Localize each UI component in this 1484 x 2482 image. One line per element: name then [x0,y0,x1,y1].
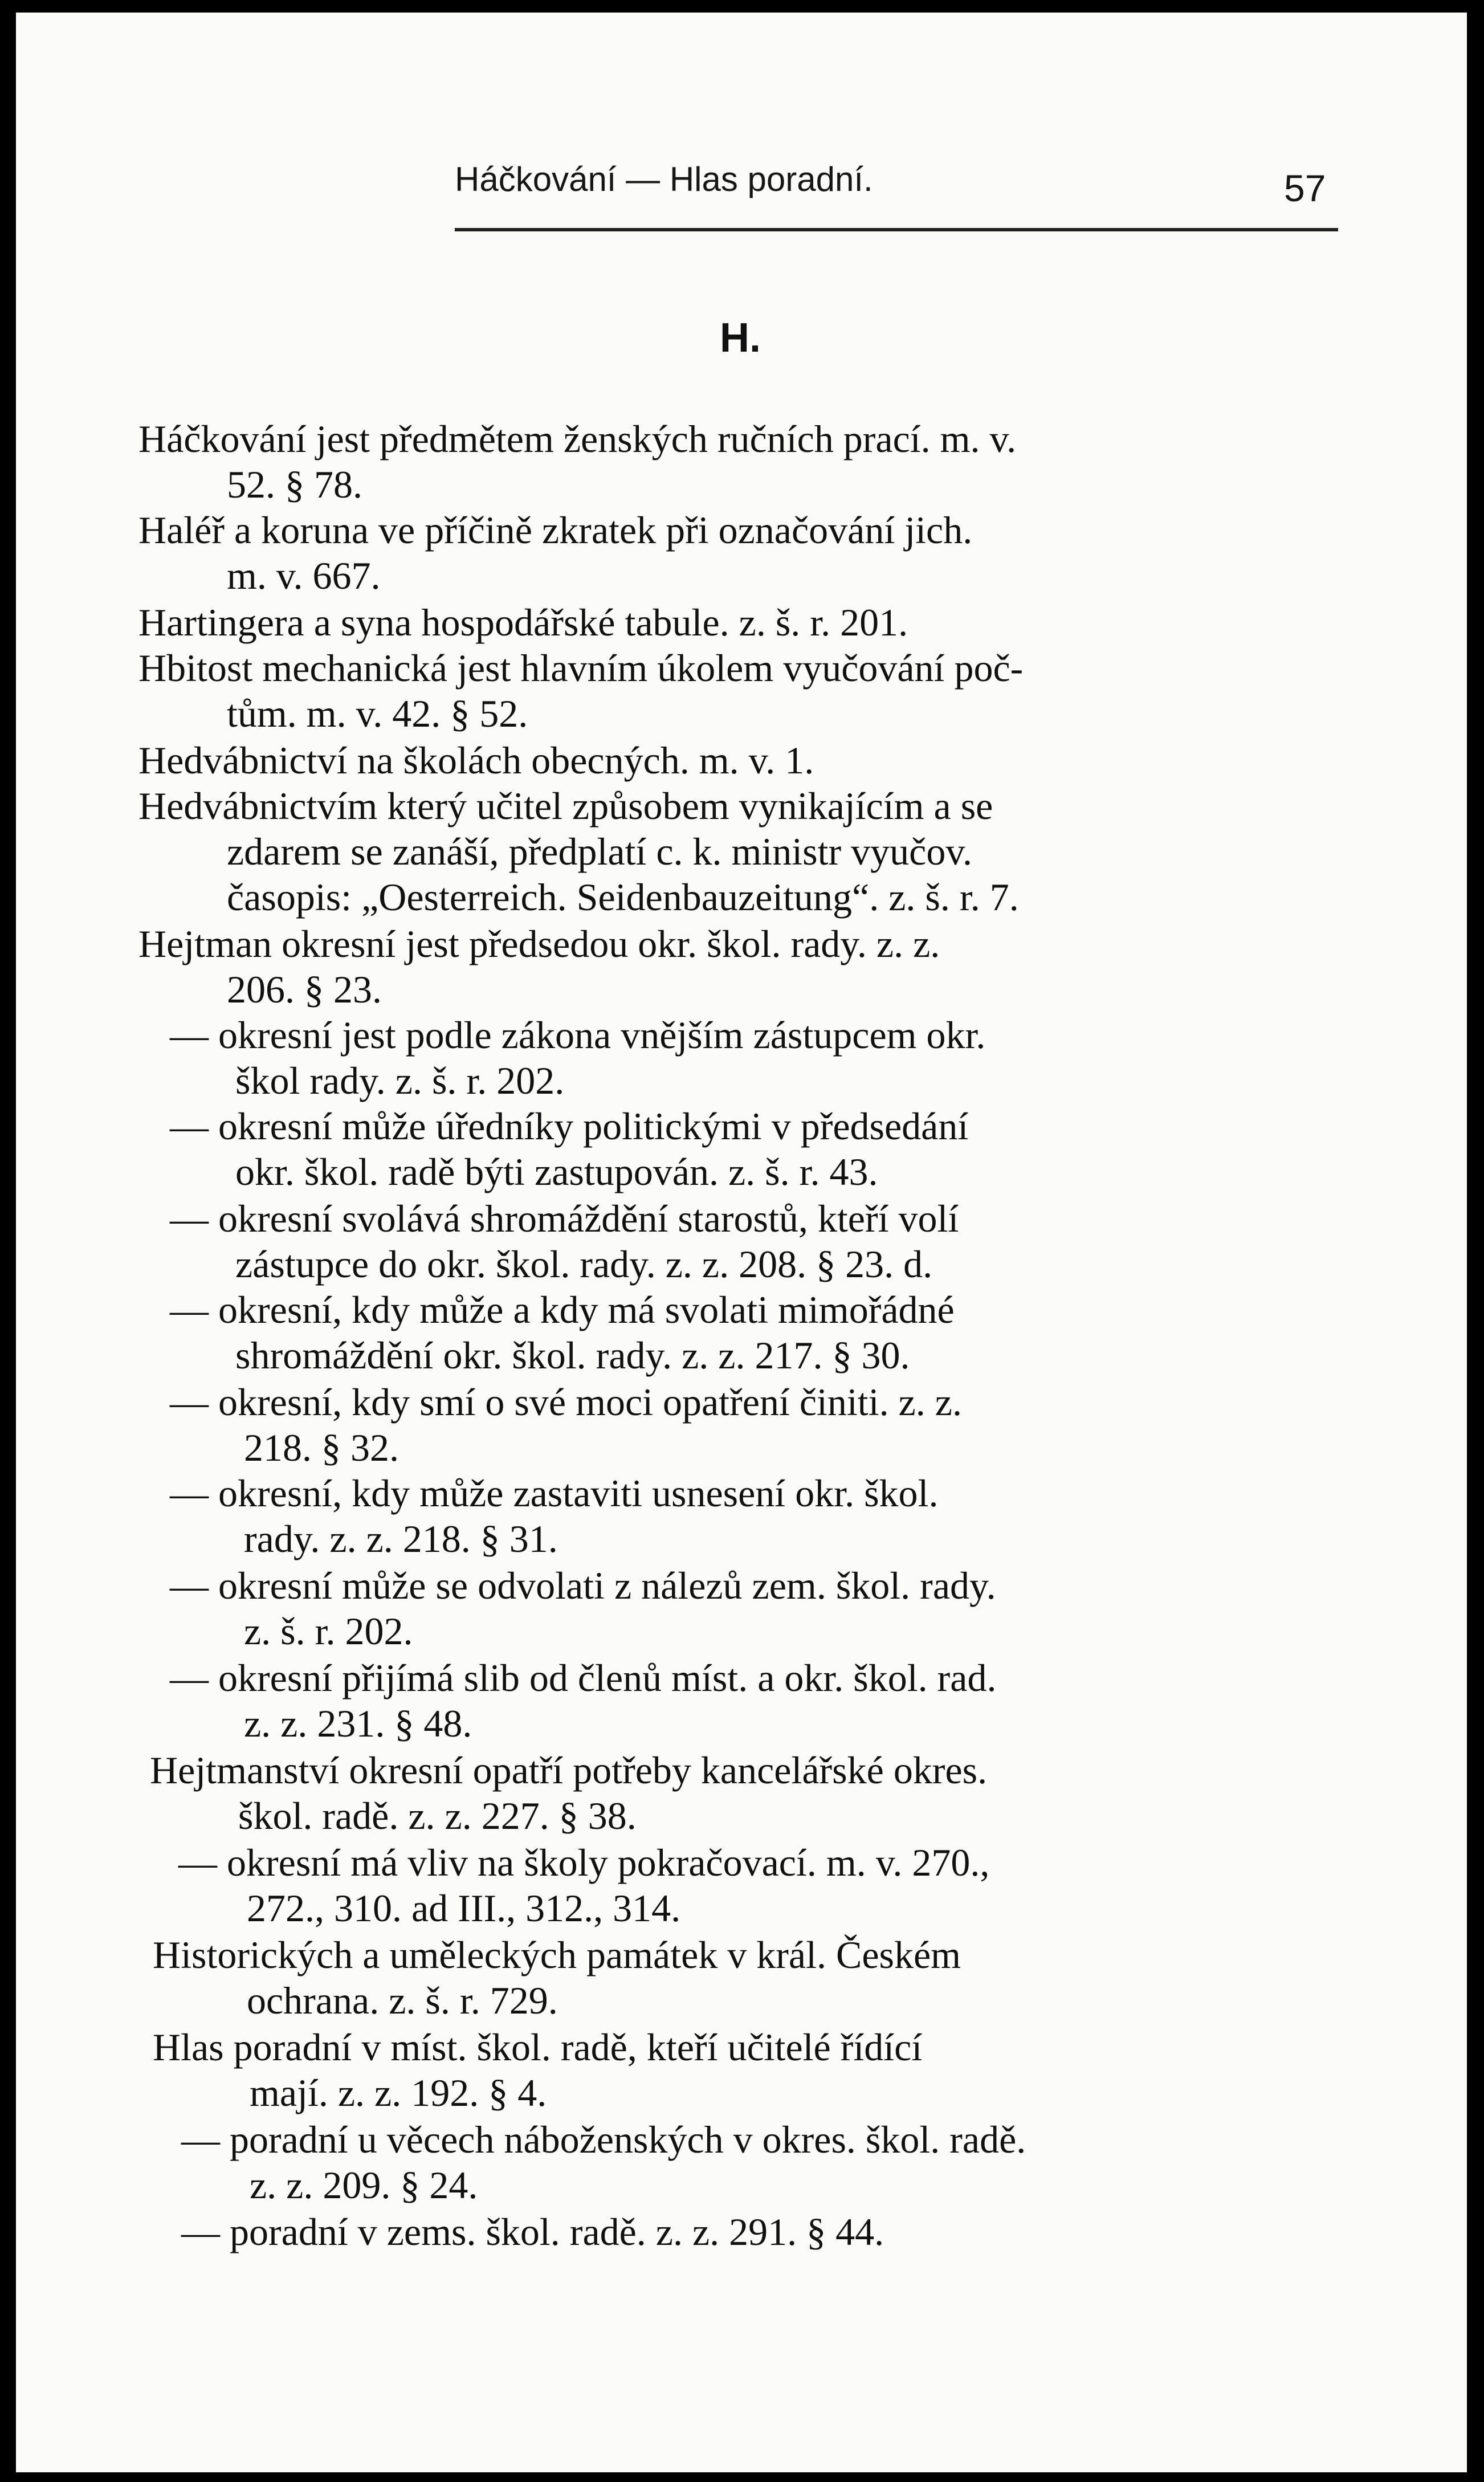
index-entry-continuation: mají. z. z. 192. § 4. [250,2071,547,2114]
index-entry-continuation: škol rady. z. š. r. 202. [235,1059,565,1102]
index-subentry: — okresní, kdy může zastaviti usnesení okr. škol. [170,1472,939,1515]
index-subentry: — okresní svolává shromáždění starostů, kteří volí [170,1197,959,1240]
section-letter: H. [720,315,761,361]
index-entry-continuation: shromáždění okr. škol. rady. z. z. 217. § 30. [235,1334,910,1377]
running-header: Háčkování — Hlas poradní. [455,160,873,198]
index-subentry: — okresní jest podle zákona vnějším zástupcem okr. [170,1013,986,1057]
index-entry-continuation: tům. m. v. 42. § 52. [227,692,528,735]
index-entry: Haléř a koruna ve příčině zkratek při označování jich. [138,508,973,552]
index-entry-continuation: zdarem se zanáší, předplatí c. k. ministr vyučov. [227,830,972,873]
index-entry-continuation: 206. § 23. [227,968,382,1011]
index-entry: Hlas poradní v míst. škol. radě, kteří učitelé řídící [153,2025,923,2069]
index-entry-continuation: z. z. 231. § 48. [244,1702,472,1745]
index-subentry: — okresní přijímá slib od členů míst. a okr. škol. rad. [170,1656,997,1700]
index-entry: Hedvábnictví na školách obecných. m. v. 1. [138,739,814,782]
header-rule [455,228,1338,231]
index-subentry: — okresní, kdy může a kdy má svolati mimořádné [170,1288,955,1331]
index-entry-continuation: škol. radě. z. z. 227. § 38. [238,1794,637,1837]
index-subentry: — poradní u věcech náboženských v okres. škol. radě. [181,2118,1026,2161]
index-entry-continuation: časopis: „Oesterreich. Seidenbauzeitung“. z. š. r. 7. [227,875,1019,919]
index-entry-continuation: z. z. 209. § 24. [250,2163,478,2207]
index-entry: Hejtmanství okresní opatří potřeby kancelářské okres. [150,1749,988,1792]
book-page [16,13,1467,2472]
index-entry-continuation: ochrana. z. š. r. 729. [247,1979,558,2022]
index-subentry: — okresní má vliv na školy pokračovací. m. v. 270., [178,1841,990,1884]
index-entry: Hejtman okresní jest předsedou okr. škol. rady. z. z. [138,922,940,965]
page-number: 57 [1284,167,1326,209]
index-entry-continuation: rady. z. z. 218. § 31. [244,1517,558,1560]
index-entry-continuation: z. š. r. 202. [244,1609,413,1653]
index-entry: Hedvábnictvím který učitel způsobem vynikajícím a se [138,784,993,828]
index-subentry: — poradní v zems. škol. radě. z. z. 291. § 44. [181,2210,884,2253]
index-entry: Háčkování jest předmětem ženských ručních prací. m. v. [138,417,1017,460]
index-entry: Hbitost mechanická jest hlavním úkolem vyučování poč- [138,646,1024,690]
index-entry-continuation: 52. § 78. [227,463,362,506]
index-entry-continuation: 218. § 32. [244,1426,399,1469]
index-entry-continuation: zástupce do okr. škol. rady. z. z. 208. § 23. d. [235,1242,933,1286]
index-subentry: — okresní, kdy smí o své moci opatření činiti. z. z. [170,1380,962,1424]
index-subentry: — okresní může úředníky politickými v předsedání [170,1105,969,1148]
index-entry: Historických a uměleckých památek v král. Českém [153,1933,961,1976]
index-entry-continuation: okr. škol. radě býti zastupován. z. š. r. 43. [235,1150,878,1193]
index-entry-continuation: 272., 310. ad III., 312., 314. [247,1886,681,1930]
index-entry-continuation: m. v. 667. [227,554,381,597]
index-entry: Hartingera a syna hospodářské tabule. z. š. r. 201. [138,601,908,644]
index-subentry: — okresní může se odvolati z nálezů zem. škol. rady. [170,1564,996,1607]
